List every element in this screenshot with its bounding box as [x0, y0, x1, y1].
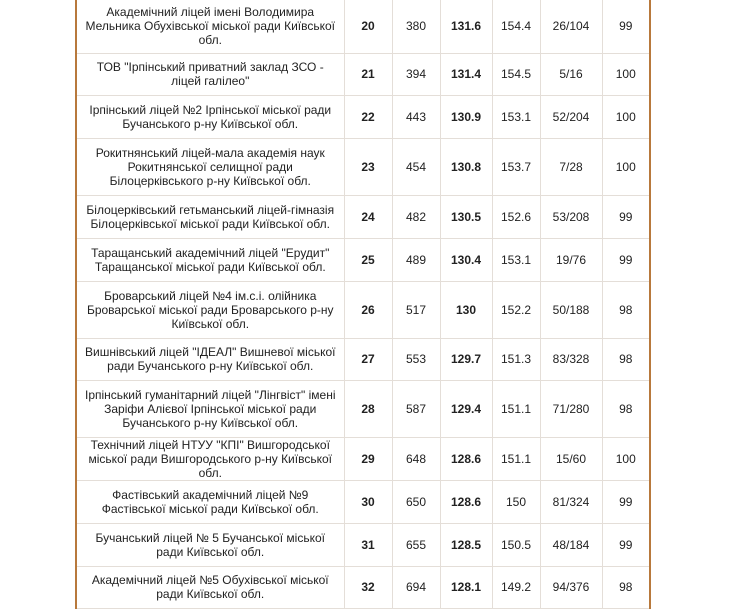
place-cell: 517 — [392, 281, 440, 338]
ratio-cell: 15/60 — [540, 437, 602, 480]
table-row — [76, 523, 650, 566]
table-row — [76, 480, 650, 523]
avg-score-cell: 153.1 — [492, 95, 540, 138]
school-name: Фастівський академічний ліцей №9 Фастівської міської ради Київської обл. — [76, 480, 344, 523]
percent-cell: 99 — [602, 523, 650, 566]
place-cell: 650 — [392, 480, 440, 523]
avg-score-cell: 150.5 — [492, 523, 540, 566]
rank-cell: 26 — [344, 281, 392, 338]
rank-cell: 30 — [344, 480, 392, 523]
ratio-cell: 94/376 — [540, 566, 602, 608]
ratio-cell: 48/184 — [540, 523, 602, 566]
percent-cell: 99 — [602, 480, 650, 523]
table-row — [76, 53, 650, 95]
rank-cell: 32 — [344, 566, 392, 608]
table-row — [76, 566, 650, 608]
place-cell: 380 — [392, 0, 440, 53]
percent-cell: 98 — [602, 566, 650, 608]
ranking-table-container — [75, 0, 638, 609]
table-row — [76, 437, 650, 480]
score-cell: 131.6 — [440, 0, 492, 53]
ratio-cell: 71/280 — [540, 380, 602, 437]
avg-score-cell: 154.4 — [492, 0, 540, 53]
score-cell: 129.7 — [440, 338, 492, 380]
table-row — [76, 380, 650, 437]
rank-cell: 22 — [344, 95, 392, 138]
school-name: Рокитнянський ліцей-мала академія наук Рокитнянської селищної ради Білоцерківського р-ну Київської обл. — [76, 138, 344, 195]
table-row — [76, 281, 650, 338]
ratio-cell: 7/28 — [540, 138, 602, 195]
percent-cell: 100 — [602, 138, 650, 195]
ratio-cell: 26/104 — [540, 0, 602, 53]
place-cell: 553 — [392, 338, 440, 380]
school-name: Білоцерківський гетьманський ліцей-гімназія Білоцерківської міської ради Київської обл. — [76, 195, 344, 238]
rank-cell: 25 — [344, 238, 392, 281]
school-name: Таращанський академічний ліцей "Ерудит" Таращанської міської ради Київської обл. — [76, 238, 344, 281]
table-row — [76, 338, 650, 380]
school-name: Ірпінський гуманітарний ліцей "Лінгвіст" імені Заріфи Алієвої Ірпінської міської ради Бучанського р-ну Київської обл. — [76, 380, 344, 437]
ratio-cell: 50/188 — [540, 281, 602, 338]
school-name: Ірпінський ліцей №2 Ірпінської міської ради Бучанського р-ну Київської обл. — [76, 95, 344, 138]
score-cell: 130.4 — [440, 238, 492, 281]
rank-cell: 21 — [344, 53, 392, 95]
place-cell: 694 — [392, 566, 440, 608]
score-cell: 130.9 — [440, 95, 492, 138]
avg-score-cell: 154.5 — [492, 53, 540, 95]
rank-cell: 20 — [344, 0, 392, 53]
avg-score-cell: 152.2 — [492, 281, 540, 338]
rank-cell: 24 — [344, 195, 392, 238]
table-row — [76, 195, 650, 238]
score-cell: 128.6 — [440, 480, 492, 523]
rank-cell: 31 — [344, 523, 392, 566]
rank-cell: 27 — [344, 338, 392, 380]
score-cell: 130 — [440, 281, 492, 338]
avg-score-cell: 150 — [492, 480, 540, 523]
percent-cell: 98 — [602, 338, 650, 380]
percent-cell: 100 — [602, 53, 650, 95]
rank-cell: 28 — [344, 380, 392, 437]
avg-score-cell: 151.1 — [492, 437, 540, 480]
school-name: ТОВ "Ірпінський приватний заклад ЗСО - ліцей галілео" — [76, 53, 344, 95]
school-name: Бучанський ліцей № 5 Бучанської міської ради Київської обл. — [76, 523, 344, 566]
place-cell: 648 — [392, 437, 440, 480]
school-name: Броварський ліцей №4 ім.с.і. олійника Броварської міської ради Броварського р-ну Київської обл. — [76, 281, 344, 338]
score-cell: 128.6 — [440, 437, 492, 480]
table-row — [76, 238, 650, 281]
school-name: Вишнівський ліцей "ІДЕАЛ" Вишневої міської ради Бучанського р-ну Київської обл. — [76, 338, 344, 380]
avg-score-cell: 149.2 — [492, 566, 540, 608]
ratio-cell: 53/208 — [540, 195, 602, 238]
rank-cell: 29 — [344, 437, 392, 480]
percent-cell: 98 — [602, 281, 650, 338]
avg-score-cell: 153.1 — [492, 238, 540, 281]
percent-cell: 99 — [602, 238, 650, 281]
ratio-cell: 81/324 — [540, 480, 602, 523]
score-cell: 129.4 — [440, 380, 492, 437]
table-row — [76, 95, 650, 138]
score-cell: 131.4 — [440, 53, 492, 95]
rank-cell: 23 — [344, 138, 392, 195]
percent-cell: 99 — [602, 195, 650, 238]
place-cell: 489 — [392, 238, 440, 281]
avg-score-cell: 151.1 — [492, 380, 540, 437]
score-cell: 130.5 — [440, 195, 492, 238]
place-cell: 482 — [392, 195, 440, 238]
school-name: Академічний ліцей імені Володимира Мельника Обухівської міської ради Київської обл. — [76, 0, 344, 53]
percent-cell: 100 — [602, 437, 650, 480]
score-cell: 128.5 — [440, 523, 492, 566]
place-cell: 394 — [392, 53, 440, 95]
percent-cell: 99 — [602, 0, 650, 53]
table-row — [76, 138, 650, 195]
score-cell: 128.1 — [440, 566, 492, 608]
ranking-table — [75, 0, 651, 609]
score-cell: 130.8 — [440, 138, 492, 195]
ratio-cell: 19/76 — [540, 238, 602, 281]
school-name: Академічний ліцей №5 Обухівської міської ради Київської обл. — [76, 566, 344, 608]
ratio-cell: 83/328 — [540, 338, 602, 380]
ranking-table-body — [76, 0, 650, 608]
ratio-cell: 5/16 — [540, 53, 602, 95]
avg-score-cell: 153.7 — [492, 138, 540, 195]
ratio-cell: 52/204 — [540, 95, 602, 138]
place-cell: 454 — [392, 138, 440, 195]
percent-cell: 100 — [602, 95, 650, 138]
place-cell: 655 — [392, 523, 440, 566]
table-row — [76, 0, 650, 53]
avg-score-cell: 151.3 — [492, 338, 540, 380]
percent-cell: 98 — [602, 380, 650, 437]
place-cell: 443 — [392, 95, 440, 138]
avg-score-cell: 152.6 — [492, 195, 540, 238]
school-name: Технічний ліцей НТУУ "КПІ" Вишгородської міської ради Вишгородського р-ну Київської обл. — [76, 437, 344, 480]
place-cell: 587 — [392, 380, 440, 437]
